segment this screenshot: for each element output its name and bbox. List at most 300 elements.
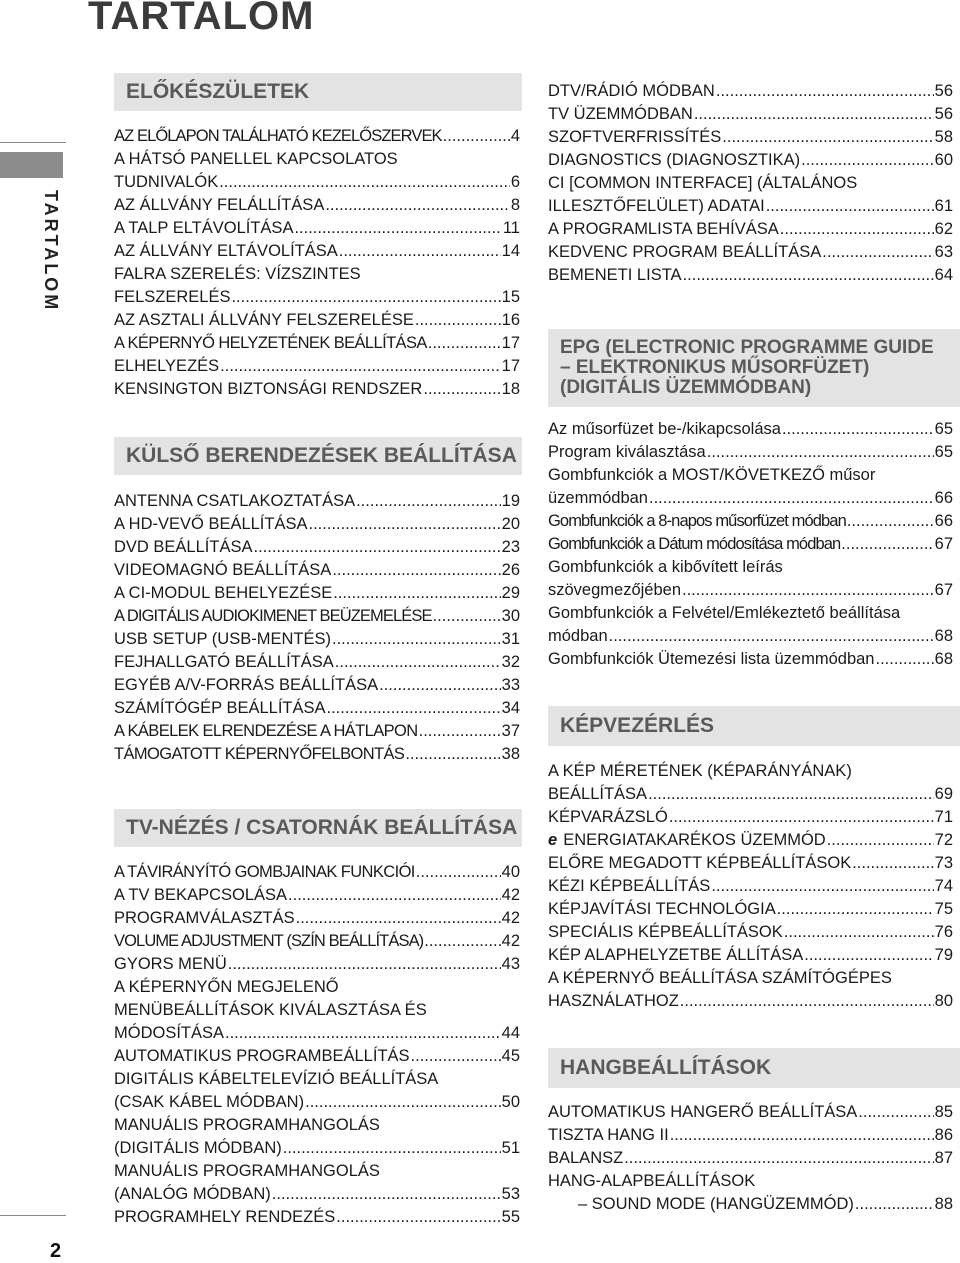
page-number: 2 [50,1240,62,1262]
toc-entry-row [548,1101,953,1124]
toc-entry-row [114,651,520,674]
toc-entry-title: DIAGNOSTICS (DIAGNOSZTIKA) [548,151,801,169]
toc-entry [114,148,520,194]
toc-entry-page: 80 [934,992,953,1010]
toc-entry-title: PROGRAMVÁLASZTÁS [114,909,295,927]
toc-entry-page: 65 [934,443,953,461]
toc-entry-page: 58 [934,128,953,146]
eco-icon: e [548,831,558,849]
toc-entry-page: 20 [501,515,520,533]
dot-leader [356,490,501,513]
page-title: TARTALOM [88,0,315,38]
toc-entry [548,103,953,126]
toc-entry-title-line: Gombfunkciók a Felvétel/Emlékeztető beállítása [548,604,901,622]
side-divider-top [0,142,66,143]
toc-entry [114,743,520,766]
toc-entry-title-line: A HÁTSÓ PANELLEL KAPCSOLATOS [114,150,398,168]
toc-entry [114,720,520,743]
toc-entry-row [114,490,520,513]
dot-leader [804,944,933,967]
dot-leader [336,1206,500,1229]
toc-entry-page: 66 [934,489,953,507]
toc-entry-page: 42 [501,886,520,904]
toc-entry-title: EGYÉB A/V-FORRÁS BEÁLLÍTÁSA [114,676,379,694]
toc-entry-row [548,510,953,533]
dot-leader [847,510,934,533]
section-heading-elokeszuletek: ELŐKÉSZÜLETEK [114,73,522,111]
toc-entry-page: 79 [934,946,953,964]
toc-entry [114,263,520,309]
toc-entry-title: AZ ASZTALI ÁLLVÁNY FELSZERELÉSE [114,311,414,329]
toc-entry-page: 76 [934,923,953,941]
dot-leader [780,218,934,241]
dot-leader [332,559,500,582]
toc-entry-page: 85 [934,1103,953,1121]
toc-entry-title: Gombfunkciók Ütemezési lista üzemmódban [548,650,875,668]
toc-entry [548,264,953,287]
toc-entry [114,1206,520,1229]
toc-entry [548,875,953,898]
toc-entry-title-line: A KÉPERNYŐ BEÁLLÍTÁSA SZÁMÍTÓGÉPES [548,969,892,987]
toc-entry-row [548,898,953,921]
dot-leader [822,241,933,264]
toc-entry-page: 15 [501,288,520,306]
toc-entry-page: 32 [501,653,520,671]
toc-entry [548,760,953,806]
toc-entry-title: DTV/RÁDIÓ MÓDBAN [548,82,715,100]
toc-entry-row [548,921,953,944]
toc-entry-page: 26 [501,561,520,579]
toc-entry-row [548,126,953,149]
dot-leader [827,829,934,852]
toc-entry-page: 64 [934,266,953,284]
toc-entry [114,536,520,559]
toc-entry-title: A DIGITÁLIS AUDIOKIMENET BEÜZEMELÉSE [114,607,432,625]
toc-entry-row [114,171,520,194]
toc-entry-row [548,195,953,218]
toc-entry-page: 68 [934,650,953,668]
toc-entry [114,884,520,907]
section-heading-hangbeallitasok: HANGBEÁLLÍTÁSOK [548,1048,960,1088]
dot-leader [419,720,501,743]
toc-entry-title-line: FALRA SZERELÉS: VÍZSZINTES [114,265,361,283]
toc-entry-page: 23 [501,538,520,556]
dot-leader [683,264,934,287]
toc-entry-row [114,1045,520,1068]
toc-entry-title: VIDEOMAGNÓ BEÁLLÍTÁSA [114,561,332,579]
toc-entry-title: ANTENNA CSATLAKOZTATÁSA [114,492,356,510]
toc-entry-row [548,1147,953,1170]
toc-entry-row [114,355,520,378]
toc-entry-page: 50 [501,1093,520,1111]
toc-entry [114,605,520,628]
toc-entry-title: FELSZERELÉS [114,288,231,306]
toc-entry-title: ELŐRE MEGADOTT KÉPBEÁLLÍTÁSOK [548,854,852,872]
toc-entry-page: 33 [501,676,520,694]
toc-entry-page: 69 [934,785,953,803]
dot-leader [694,103,934,126]
toc-entry-page: 30 [501,607,520,625]
toc-entry-page: 60 [934,151,953,169]
dot-leader [782,418,934,441]
toc-entry-page: 87 [934,1149,953,1167]
toc-entry-row [114,884,520,907]
toc-entry [548,149,953,172]
toc-entry-title-line: A KÉPERNYŐN MEGJELENŐ [114,978,339,996]
toc-entry-title-line: MENÜBEÁLLÍTÁSOK KIVÁLASZTÁSA ÉS [114,1001,427,1019]
toc-entry-row [548,1124,953,1147]
toc-entry-row [548,441,953,464]
epg-heading-line-2: – ELEKTRONIKUS MŰSORFÜZET) [560,357,870,378]
section-heading-tv-nezes: TV-NÉZÉS / CSATORNÁK BEÁLLÍTÁSA [114,809,522,847]
toc-entry-row [548,875,953,898]
toc-entry-row [114,240,520,263]
toc-entry-page: 71 [934,808,953,826]
toc-entry-page: 63 [934,243,953,261]
toc-entry-row [548,80,953,103]
toc-entry-row [548,218,953,241]
dot-leader [624,1147,933,1170]
dot-leader [333,582,500,605]
toc-entry-row [548,418,953,441]
toc-entry [548,80,953,103]
toc-entry-page: 42 [501,932,520,950]
toc-entry [114,861,520,884]
toc-entry-title: PROGRAMHELY RENDEZÉS [114,1208,336,1226]
toc-entry-page: 38 [501,745,520,763]
toc-entry [114,976,520,1045]
epg-heading-line-1: EPG (ELECTRONIC PROGRAMME GUIDE [560,337,934,358]
toc-entry-row [114,697,520,720]
toc-entry-title: USB SETUP (USB-MENTÉS) [114,630,331,648]
toc-entry-title: A KÁBELEK ELRENDEZÉSE A HÁTLAPON [114,722,418,740]
toc-entry-page: 40 [501,863,520,881]
toc-entry [114,651,520,674]
toc-entry [548,218,953,241]
dot-leader [405,743,500,766]
toc-entry [548,556,953,602]
toc-entry-title: SZOFTVERFRISSÍTÉS [548,128,722,146]
toc-entry [548,648,953,671]
toc-entry [548,418,953,441]
toc-entry-title: TÁMOGATOTT KÉPERNYŐFELBONTÁS [114,745,405,763]
dot-leader [648,783,934,806]
toc-entry [114,355,520,378]
toc-entry-row [548,533,953,556]
toc-entry [548,898,953,921]
toc-entry-row [114,536,520,559]
toc-entry-title: üzemmódban [548,489,648,507]
toc-entry-row [548,944,953,967]
toc-entry-title: BEÁLLÍTÁSA [548,785,648,803]
dot-leader [305,1091,501,1114]
toc-entry-title-line: HANG-ALAPBEÁLLÍTÁSOK [548,1172,756,1190]
dot-leader [327,697,501,720]
toc-entry-title: SZÁMÍTÓGÉP BEÁLLÍTÁSA [114,699,326,717]
toc-entry [548,126,953,149]
toc-entry-title: ILLESZTŐFELÜLET) ADATAI [548,197,765,215]
toc-entry-title: – SOUND MODE (HANGÜZEMMÓD) [578,1195,854,1213]
toc-entry-row [114,582,520,605]
dot-leader [423,378,500,401]
toc-entry-page: 8 [510,196,520,214]
dot-leader [424,930,500,953]
dot-leader [415,309,501,332]
dot-leader [309,513,501,536]
toc-entry-page: 61 [934,197,953,215]
toc-entry-title: TUDNIVALÓK [114,173,219,191]
toc-entry-row [114,1183,520,1206]
toc-entry [548,967,953,1013]
toc-entry-title: (CSAK KÁBEL MÓDBAN) [114,1093,305,1111]
toc-entry [114,1160,520,1206]
toc-entry-page: 75 [934,900,953,918]
toc-entry-row [548,829,953,852]
toc-entry-row [114,674,520,697]
toc-entry-page: 72 [934,831,953,849]
toc-entry-row [114,378,520,401]
toc-entry-title-line: Gombfunkciók a MOST/KÖVETKEZŐ műsor [548,466,876,484]
toc-entry-title: (ANALÓG MÓDBAN) [114,1185,271,1203]
toc-entry [114,697,520,720]
dot-leader [433,605,501,628]
toc-entry-row [114,628,520,651]
toc-list-hangbeallitasok [548,1101,953,1216]
dot-leader [253,536,500,559]
toc-entry-title-line: DIGITÁLIS KÁBELTELEVÍZIÓ BEÁLLÍTÁSA [114,1070,439,1088]
toc-entry [114,907,520,930]
toc-entry-title: szövegmezőjében [548,581,681,599]
toc-entry-row [114,194,520,217]
toc-entry [114,674,520,697]
section-heading-epg [548,329,960,407]
toc-entry-title: AZ ÁLLVÁNY FELÁLLÍTÁSA [114,196,325,214]
dot-leader [855,1193,934,1216]
toc-list-tv-nezes [114,861,520,1229]
toc-entry-title: BEMENETI LISTA [548,266,682,284]
toc-entry-row [114,605,520,628]
toc-entry-title: KÉP ALAPHELYZETBE ÁLLÍTÁSA [548,946,804,964]
toc-entry-page: 56 [934,105,953,123]
toc-entry [548,172,953,218]
toc-entry-title: (DIGITÁLIS MÓDBAN) [114,1139,282,1157]
toc-entry-title: FEJHALLGATÓ BEÁLLÍTÁSA [114,653,334,671]
dot-leader [379,674,501,697]
toc-entry-title: AZ ELŐLAPON TALÁLHATÓ KEZELŐSZERVEK [114,127,442,145]
toc-entry-page: 43 [501,955,520,973]
toc-entry-title: AUTOMATIKUS PROGRAMBEÁLLÍTÁS [114,1047,410,1065]
toc-entry-row [114,1206,520,1229]
dot-leader [325,194,509,217]
toc-entry-title: Gombfunkciók a Dátum módosítása módban [548,535,841,553]
dot-leader [428,332,501,355]
toc-entry-title: Program kiválasztása [548,443,706,461]
toc-entry [548,829,953,852]
dot-leader [283,1137,501,1160]
toc-entry-page: 4 [510,127,520,145]
toc-entry-page: 86 [934,1126,953,1144]
dot-leader [332,628,501,651]
toc-entry-page: 66 [934,512,953,530]
side-tab-marker [0,152,63,178]
toc-entry-title: BALANSZ [548,1149,624,1167]
dot-leader [225,1022,501,1045]
dot-leader [711,875,933,898]
toc-entry-row [114,907,520,930]
toc-entry-title: GYORS MENÜ [114,955,227,973]
side-divider-bottom [0,1215,66,1216]
toc-entry [114,194,520,217]
toc-entry-row [114,1091,520,1114]
toc-entry [548,921,953,944]
toc-entry [114,309,520,332]
toc-entry-row [548,487,953,510]
toc-entry-title: HASZNÁLATHOZ [548,992,679,1010]
toc-entry-row [548,149,953,172]
toc-entry-row [114,720,520,743]
dot-leader [875,648,933,671]
toc-entry-title: TV ÜZEMMÓDBAN [548,105,693,123]
toc-entry [114,930,520,953]
dot-leader [841,533,933,556]
toc-entry-title: AUTOMATIKUS HANGERŐ BEÁLLÍTÁSA [548,1103,858,1121]
toc-entry [548,1147,953,1170]
toc-entry-page: 34 [501,699,520,717]
toc-entry-page: 67 [934,581,953,599]
toc-entry-title: A CI-MODUL BEHELYEZÉSE [114,584,333,602]
toc-entry-row [114,1022,520,1045]
toc-entry-title: A TALP ELTÁVOLÍTÁSA [114,219,294,237]
dot-leader [766,195,934,218]
toc-entry-page: 55 [501,1208,520,1226]
toc-entry [548,533,953,556]
toc-entry-row [114,930,520,953]
toc-entry-page: 65 [934,420,953,438]
toc-entry [114,559,520,582]
toc-entry-title: VOLUME ADJUSTMENT (SZÍN BEÁLLÍTÁSA) [114,932,424,950]
toc-entry-title: TISZTA HANG II [548,1126,669,1144]
toc-entry-row [114,1137,520,1160]
toc-list-kulso-berendezesek [114,490,520,766]
toc-list-kepvezerles [548,760,953,1013]
toc-entry-page: 16 [501,311,520,329]
toc-entry [114,1068,520,1114]
toc-entry-title: SPECIÁLIS KÉPBEÁLLÍTÁSOK [548,923,783,941]
toc-entry [114,490,520,513]
toc-entry-title-line: A KÉP MÉRETÉNEK (KÉPARÁNYÁNAK) [548,762,852,780]
epg-heading-line-3: (DIGITÁLIS ÜZEMMÓDBAN) [560,377,812,398]
toc-entry-page: 51 [501,1139,520,1157]
toc-entry-row [548,648,953,671]
toc-entry [548,852,953,875]
toc-entry-title-line: MANUÁLIS PROGRAMHANGOLÁS [114,1116,380,1134]
toc-entry-title: KÉPJAVÍTÁSI TECHNOLÓGIA [548,900,776,918]
dot-leader [707,441,934,464]
toc-entry-title: Az műsorfüzet be-/kikapcsolása [548,420,781,438]
dot-leader [443,125,510,148]
dot-leader [670,1124,934,1147]
toc-entry [114,628,520,651]
toc-entry-title: KÉPVARÁZSLÓ [548,808,668,826]
toc-entry-page: 14 [501,242,520,260]
toc-entry-row [548,241,953,264]
toc-entry-title-line: Gombfunkciók a kibővített leírás [548,558,783,576]
dot-leader [609,625,934,648]
toc-entry [114,1045,520,1068]
toc-entry [548,1124,953,1147]
toc-entry-title: ENERGIATAKARÉKOS ÜZEMMÓD [563,831,826,849]
toc-entry-title: DVD BEÁLLÍTÁSA [114,538,253,556]
section-heading-kulso-berendezesek: KÜLSŐ BERENDEZÉSEK BEÁLLÍTÁSA [114,437,522,475]
dot-leader [801,149,934,172]
toc-entry [548,241,953,264]
toc-entry-page: 73 [934,854,953,872]
toc-entry [548,441,953,464]
toc-entry-title-line: CI [COMMON INTERFACE] (ÁLTALÁNOS [548,174,858,192]
toc-entry-title: A TV BEKAPCSOLÁSA [114,886,288,904]
toc-list-continued [548,80,953,287]
toc-entry-page: 68 [934,627,953,645]
toc-entry-page: 88 [934,1195,953,1213]
toc-entry [114,240,520,263]
toc-entry-row [114,217,520,240]
dot-leader [228,953,501,976]
toc-entry-row [548,579,953,602]
toc-entry-page: 6 [510,173,520,191]
toc-entry-row [114,125,520,148]
toc-entry [548,464,953,510]
dot-leader [649,487,934,510]
toc-entry-page: 42 [501,909,520,927]
toc-entry-page: 53 [501,1185,520,1203]
dot-leader [219,171,510,194]
toc-entry [114,953,520,976]
toc-entry-title: módban [548,627,608,645]
toc-entry-row [114,559,520,582]
toc-list-epg [548,418,953,671]
toc-entry-page: 62 [934,220,953,238]
toc-entry-row [114,953,520,976]
toc-entry-row [548,852,953,875]
toc-entry-row [114,309,520,332]
toc-entry-page: 44 [501,1024,520,1042]
toc-entry-page: 74 [934,877,953,895]
toc-entry-page: 17 [501,357,520,375]
toc-entry [114,513,520,536]
toc-entry-row [548,264,953,287]
toc-entry-row [548,806,953,829]
toc-entry-page: 31 [501,630,520,648]
toc-entry [114,217,520,240]
toc-entry-title: A TÁVIRÁNYÍTÓ GOMBJAINAK FUNKCIÓI [114,863,415,881]
toc-entry [548,602,953,648]
toc-entry-row [548,783,953,806]
toc-entry-page: 37 [501,722,520,740]
toc-entry-title: AZ ÁLLVÁNY ELTÁVOLÍTÁSA [114,242,338,260]
toc-entry [548,1101,953,1124]
dot-leader [411,1045,501,1068]
toc-entry-row [114,513,520,536]
toc-entry-page: 45 [501,1047,520,1065]
section-heading-kepvezerles: KÉPVEZÉRLÉS [548,706,960,746]
toc-entry-page: 11 [502,219,520,237]
dot-leader [220,355,500,378]
toc-entry-page: 17 [501,334,520,352]
dot-leader [680,990,934,1013]
toc-entry-row [548,990,953,1013]
dot-leader [231,286,500,309]
dot-leader [682,579,934,602]
